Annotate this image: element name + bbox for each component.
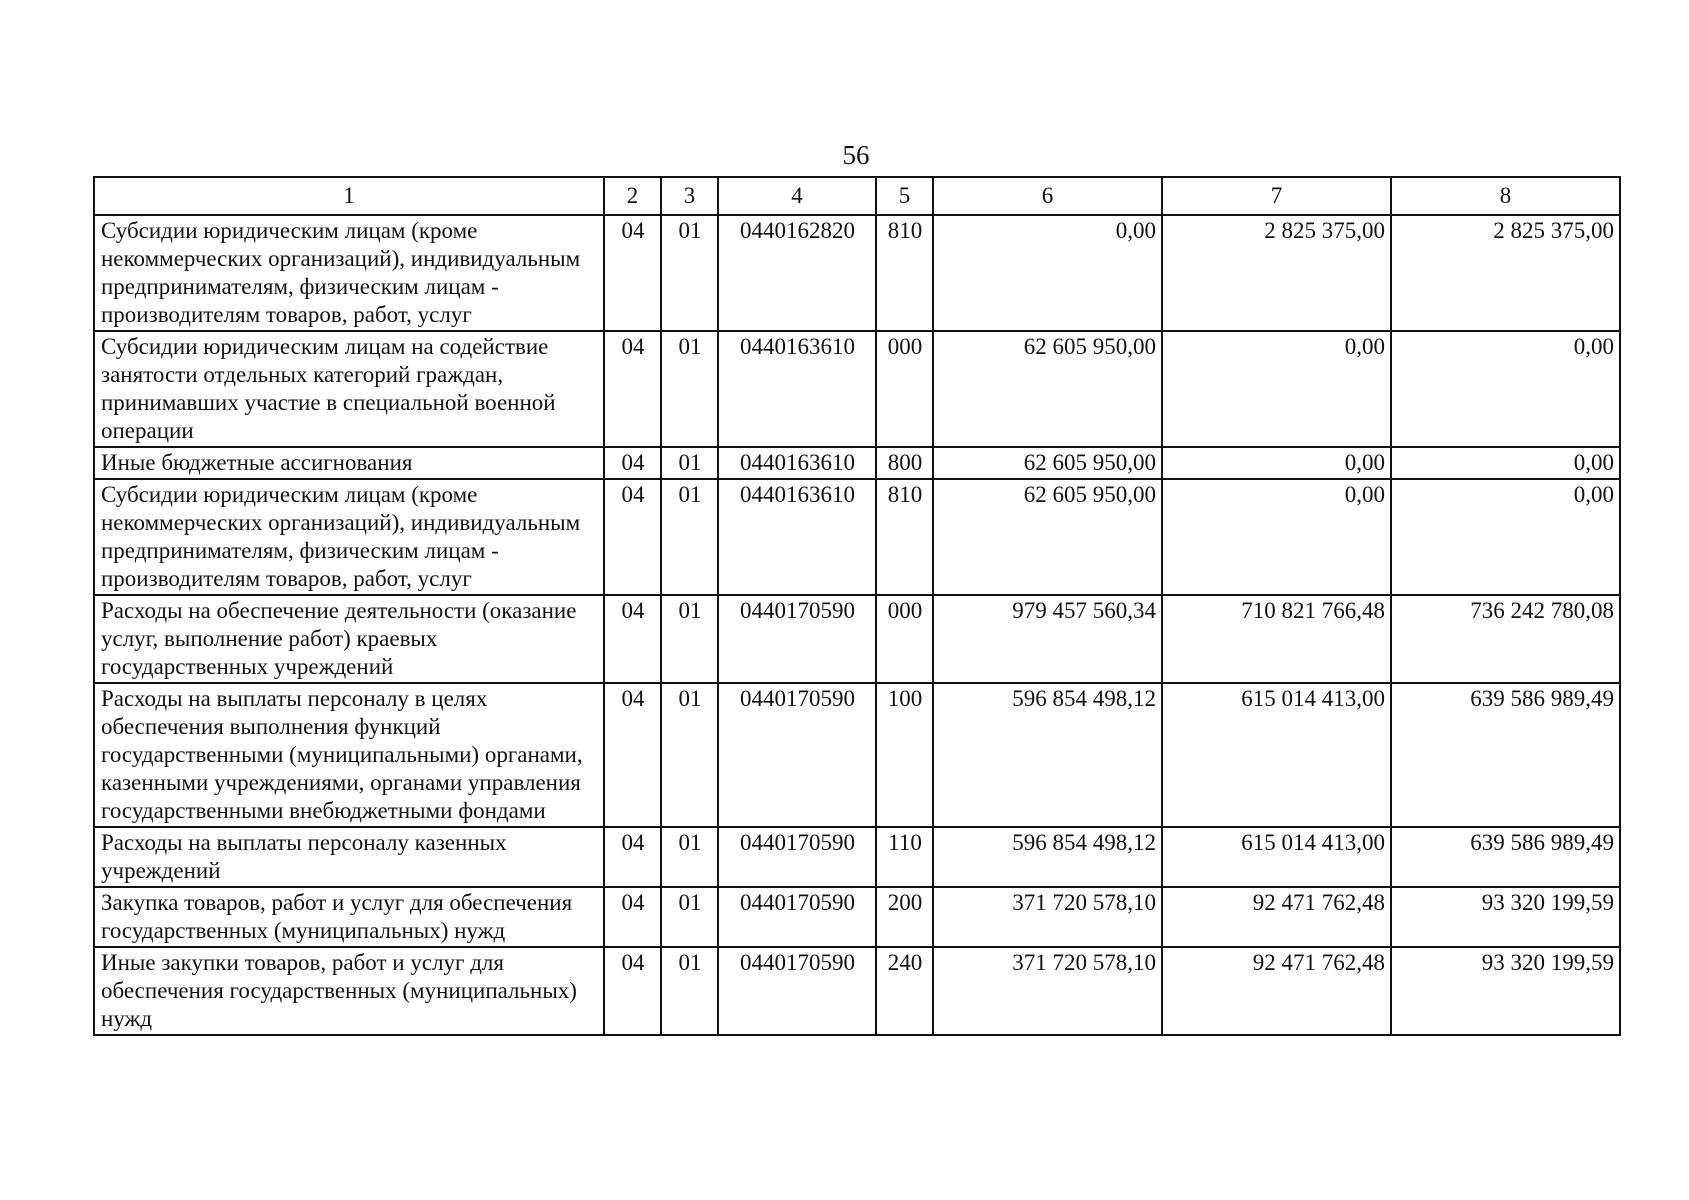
cell-amount-col6: 62 605 950,00	[933, 331, 1162, 447]
budget-table	[93, 176, 1621, 1036]
cell-amount-col6: 371 720 578,10	[933, 887, 1162, 947]
table-row	[94, 215, 1620, 331]
cell-subsection: 01	[661, 595, 718, 683]
page-number: 56	[842, 140, 870, 170]
cell-amount-col7: 92 471 762,48	[1162, 887, 1391, 947]
cell-amount-col6: 62 605 950,00	[933, 447, 1162, 479]
row-name: Иные бюджетные ассигнования	[94, 447, 604, 479]
cell-amount-col8: 0,00	[1391, 447, 1620, 479]
cell-subsection: 01	[661, 447, 718, 479]
column-header: 1	[94, 177, 604, 215]
cell-amount-col6: 596 854 498,12	[933, 827, 1162, 887]
cell-amount-col8: 0,00	[1391, 479, 1620, 595]
cell-amount-col8: 2 825 375,00	[1391, 215, 1620, 331]
cell-amount-col8: 93 320 199,59	[1391, 947, 1620, 1035]
cell-amount-col6: 62 605 950,00	[933, 479, 1162, 595]
column-header: 7	[1162, 177, 1391, 215]
cell-expense-type: 810	[876, 479, 933, 595]
cell-amount-col7: 710 821 766,48	[1162, 595, 1391, 683]
cell-target-article: 0440170590	[718, 887, 876, 947]
row-name: Закупка товаров, работ и услуг для обеспечения государственных (муниципальных) нужд	[94, 887, 604, 947]
row-name: Субсидии юридическим лицам (кроме некоммерческих организаций), индивидуальным предпринимателям, физическим лицам - производителям товаров, работ, услуг	[94, 479, 604, 595]
cell-amount-col8: 0,00	[1391, 331, 1620, 447]
cell-target-article: 0440170590	[718, 947, 876, 1035]
cell-subsection: 01	[661, 683, 718, 827]
cell-amount-col7: 0,00	[1162, 331, 1391, 447]
row-name: Расходы на выплаты персоналу в целях обеспечения выполнения функций государственными (муниципальными) органами, казенными учреждениями, органами управления государственными внебюджетными фондами	[94, 683, 604, 827]
cell-expense-type: 000	[876, 331, 933, 447]
cell-target-article: 0440170590	[718, 683, 876, 827]
cell-amount-col7: 92 471 762,48	[1162, 947, 1391, 1035]
column-header: 3	[661, 177, 718, 215]
cell-section: 04	[604, 331, 661, 447]
cell-amount-col7: 615 014 413,00	[1162, 683, 1391, 827]
cell-section: 04	[604, 215, 661, 331]
table-row	[94, 331, 1620, 447]
cell-section: 04	[604, 827, 661, 887]
row-name: Расходы на выплаты персоналу казенных учреждений	[94, 827, 604, 887]
cell-amount-col8: 639 586 989,49	[1391, 683, 1620, 827]
cell-amount-col7: 2 825 375,00	[1162, 215, 1391, 331]
cell-expense-type: 200	[876, 887, 933, 947]
cell-expense-type: 240	[876, 947, 933, 1035]
cell-subsection: 01	[661, 331, 718, 447]
cell-section: 04	[604, 447, 661, 479]
table-row	[94, 479, 1620, 595]
cell-amount-col7: 0,00	[1162, 479, 1391, 595]
cell-amount-col6: 0,00	[933, 215, 1162, 331]
cell-subsection: 01	[661, 887, 718, 947]
table-header-row	[94, 177, 1620, 215]
cell-expense-type: 110	[876, 827, 933, 887]
table-row	[94, 887, 1620, 947]
table-row	[94, 447, 1620, 479]
cell-target-article: 0440162820	[718, 215, 876, 331]
cell-expense-type: 810	[876, 215, 933, 331]
table-row	[94, 683, 1620, 827]
row-name: Расходы на обеспечение деятельности (оказание услуг, выполнение работ) краевых государственных учреждений	[94, 595, 604, 683]
cell-section: 04	[604, 683, 661, 827]
cell-expense-type: 000	[876, 595, 933, 683]
cell-amount-col6: 596 854 498,12	[933, 683, 1162, 827]
cell-section: 04	[604, 887, 661, 947]
cell-amount-col7: 615 014 413,00	[1162, 827, 1391, 887]
cell-target-article: 0440163610	[718, 479, 876, 595]
cell-amount-col8: 736 242 780,08	[1391, 595, 1620, 683]
row-name: Иные закупки товаров, работ и услуг для обеспечения государственных (муниципальных) нужд	[94, 947, 604, 1035]
cell-expense-type: 100	[876, 683, 933, 827]
column-header: 2	[604, 177, 661, 215]
row-name: Субсидии юридическим лицам (кроме некоммерческих организаций), индивидуальным предпринимателям, физическим лицам - производителям товаров, работ, услуг	[94, 215, 604, 331]
table-row	[94, 827, 1620, 887]
cell-subsection: 01	[661, 947, 718, 1035]
column-header: 6	[933, 177, 1162, 215]
cell-expense-type: 800	[876, 447, 933, 479]
cell-target-article: 0440163610	[718, 331, 876, 447]
cell-subsection: 01	[661, 479, 718, 595]
cell-amount-col6: 371 720 578,10	[933, 947, 1162, 1035]
column-header: 8	[1391, 177, 1620, 215]
cell-target-article: 0440170590	[718, 827, 876, 887]
column-header: 5	[876, 177, 933, 215]
cell-amount-col7: 0,00	[1162, 447, 1391, 479]
cell-section: 04	[604, 947, 661, 1035]
row-name: Субсидии юридическим лицам на содействие занятости отдельных категорий граждан, принимавших участие в специальной военной операции	[94, 331, 604, 447]
cell-amount-col6: 979 457 560,34	[933, 595, 1162, 683]
cell-subsection: 01	[661, 827, 718, 887]
cell-section: 04	[604, 595, 661, 683]
table-row	[94, 595, 1620, 683]
cell-target-article: 0440170590	[718, 595, 876, 683]
table-row	[94, 947, 1620, 1035]
cell-section: 04	[604, 479, 661, 595]
cell-target-article: 0440163610	[718, 447, 876, 479]
cell-amount-col8: 639 586 989,49	[1391, 827, 1620, 887]
column-header: 4	[718, 177, 876, 215]
cell-amount-col8: 93 320 199,59	[1391, 887, 1620, 947]
cell-subsection: 01	[661, 215, 718, 331]
